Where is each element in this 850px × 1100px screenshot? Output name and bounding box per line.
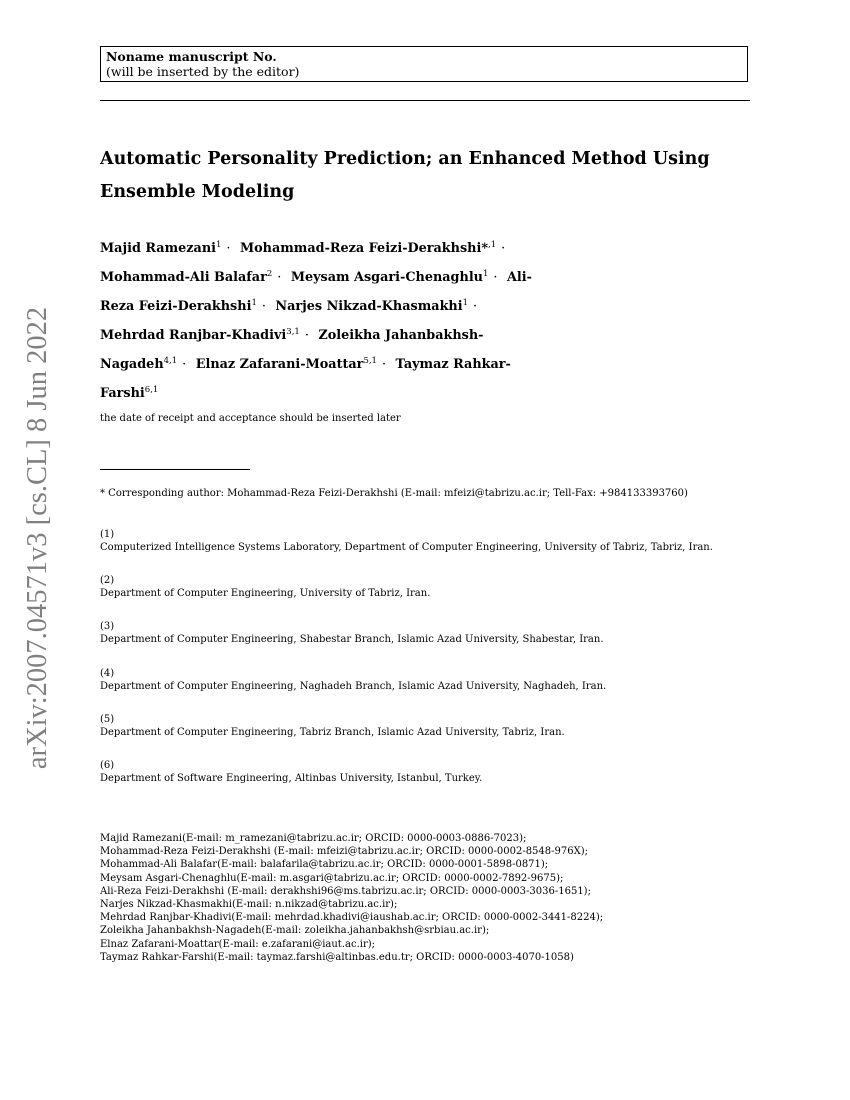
- author-name: Elnaz Zafarani-Moattar: [195, 357, 364, 372]
- affiliation-number: (5): [100, 714, 115, 725]
- manuscript-header-box: [100, 46, 748, 82]
- affiliation-4: [100, 667, 606, 693]
- affiliation-number: (3): [100, 621, 115, 632]
- affiliation-text: Department of Computer Engineering, Naghadeh Branch, Islamic Azad University, Naghadeh, Iran.: [100, 681, 607, 692]
- header-rule: [100, 100, 750, 101]
- author-name: Majid Ramezani: [100, 241, 216, 256]
- author-affil: 5,1: [363, 356, 377, 366]
- author-emails: [100, 832, 603, 964]
- email-line: Ali-Reza Feizi-Derakhshi (E-mail: derakhshi96@ms.tabrizu.ac.ir; ORCID: 0000-0003-3036-1651);: [100, 885, 591, 897]
- affiliation-text: Department of Computer Engineering, University of Tabriz, Iran.: [100, 588, 431, 599]
- email-line: Majid Ramezani(E-mail: m_ramezani@tabrizu.ac.ir; ORCID: 0000-0003-0886-7023);: [100, 833, 527, 844]
- footnote-rule: [100, 469, 250, 470]
- arxiv-stamp: [20, 305, 56, 770]
- email-line: Mehrdad Ranjbar-Khadivi(E-mail: mehrdad.khadivi@iaushab.ac.ir; ORCID: 0000-0002-3441-8224);: [100, 912, 604, 924]
- author-name: Ali-Reza Feizi-Derakhshi: [100, 270, 532, 314]
- author-affil: 6,1: [144, 385, 159, 395]
- author-affil: 2: [266, 269, 273, 279]
- affiliation-text: Department of Computer Engineering, Tabriz Branch, Islamic Azad University, Tabriz, Iran.: [100, 727, 565, 738]
- author-name: Mohammad-Ali Balafar: [100, 270, 267, 285]
- author-affil: 1: [482, 269, 489, 279]
- author-name: Mehrdad Ranjbar-Khadivi: [100, 328, 287, 343]
- email-line: Meysam Asgari-Chenaghlu(E-mail: m.asgari@tabrizu.ac.ir; ORCID: 0000-0002-7892-9675);: [100, 872, 564, 884]
- receipt-note: the date of receipt and acceptance should be inserted later: [100, 413, 401, 424]
- affiliation-2: [100, 574, 430, 600]
- affiliation-number: (6): [100, 760, 115, 771]
- paper-title: Automatic Personality Prediction; an Enhanced Method Using Ensemble Modeling: [100, 149, 710, 202]
- author-name: Narjes Nikzad-Khasmakhi: [275, 299, 463, 314]
- author-affil: 1: [215, 240, 222, 250]
- affiliation-5: [100, 713, 565, 739]
- affiliation-text: Department of Software Engineering, Altinbas University, Istanbul, Turkey.: [100, 773, 483, 784]
- affiliation-number: (4): [100, 668, 115, 679]
- author-affil: 1: [462, 298, 469, 308]
- email-line: Zoleikha Jahanbakhsh-Nagadeh(E-mail: zoleikha.jahanbakhsh@srbiau.ac.ir);: [100, 925, 490, 937]
- manuscript-number: Noname manuscript No.: [106, 49, 277, 64]
- affiliation-3: [100, 620, 604, 646]
- affiliation-text: Computerized Intelligence Systems Laboratory, Department of Computer Engineering, University of Tabriz, Tabriz, Iran.: [100, 542, 713, 553]
- affiliation-number: (1): [100, 529, 115, 540]
- affiliation-1: [100, 528, 713, 554]
- author-name: Mohammad-Reza Feizi-Derakhshi*: [239, 241, 489, 256]
- editor-note: (will be inserted by the editor): [106, 64, 300, 79]
- affiliation-number: (2): [100, 575, 115, 586]
- author-name: Meysam Asgari-Chenaghlu: [290, 270, 483, 285]
- email-line: Elnaz Zafarani-Moattar(E-mail: e.zafarani@iaut.ac.ir);: [100, 938, 375, 950]
- affiliation-6: [100, 759, 482, 785]
- author-affil: 1: [251, 298, 257, 308]
- email-line: Taymaz Rahkar-Farshi(E-mail: taymaz.farshi@altinbas.edu.tr; ORCID: 0000-0003-4070-1058): [100, 951, 574, 963]
- corresponding-author-note: * Corresponding author: Mohammad-Reza Feizi-Derakhshi (E-mail: mfeizi@tabrizu.ac.ir; Tell-Fax: +984133393760): [100, 488, 688, 499]
- email-line: Mohammad-Ali Balafar(E-mail: balafarila@tabrizu.ac.ir; ORCID: 0000-0001-5898-0871);: [100, 859, 549, 871]
- author-list: Majid Ramezani$^1$ · Mohammad-Reza Feizi-Derakhshi*$^{,1}$ · Mohammad-Ali Balafar$^2$ · Meysam Asgari-Chenaghlu$^1$ · Ali-Reza Feizi-Derakhshi$^1$ · Narjes Nikzad-Khasmakhi$^1$ · Mehrdad Ranjbar-Khadivi$^{3,1}$ · Zoleikha Jahanbakhsh-Nagadeh$^{4,1}$ · Elnaz Zafarani-Moattar$^{5,1}$ · Taymaz Rahkar-Farshi$^{6,1}$: [100, 240, 532, 401]
- author-affil: 3,1: [286, 327, 300, 337]
- email-line: Mohammad-Reza Feizi-Derakhshi (E-mail: mfeizi@tabrizu.ac.ir; ORCID: 0000-0002-8548-976X);: [100, 846, 588, 858]
- author-affil: 4,1: [163, 356, 178, 366]
- arxiv-identifier: arXiv:2007.04571v3 [cs.CL] 8 Jun 2022: [22, 306, 54, 769]
- author-name: Zoleikha Jahanbakhsh-Nagadeh: [100, 328, 484, 372]
- affiliation-text: Department of Computer Engineering, Shabestar Branch, Islamic Azad University, Shabestar, Iran.: [100, 634, 604, 645]
- email-line: Narjes Nikzad-Khasmakhi(E-mail: n.nikzad@tabrizu.ac.ir);: [100, 899, 398, 911]
- author-affil: ,1: [488, 240, 497, 250]
- author-name: Taymaz Rahkar-Farshi: [100, 357, 511, 401]
